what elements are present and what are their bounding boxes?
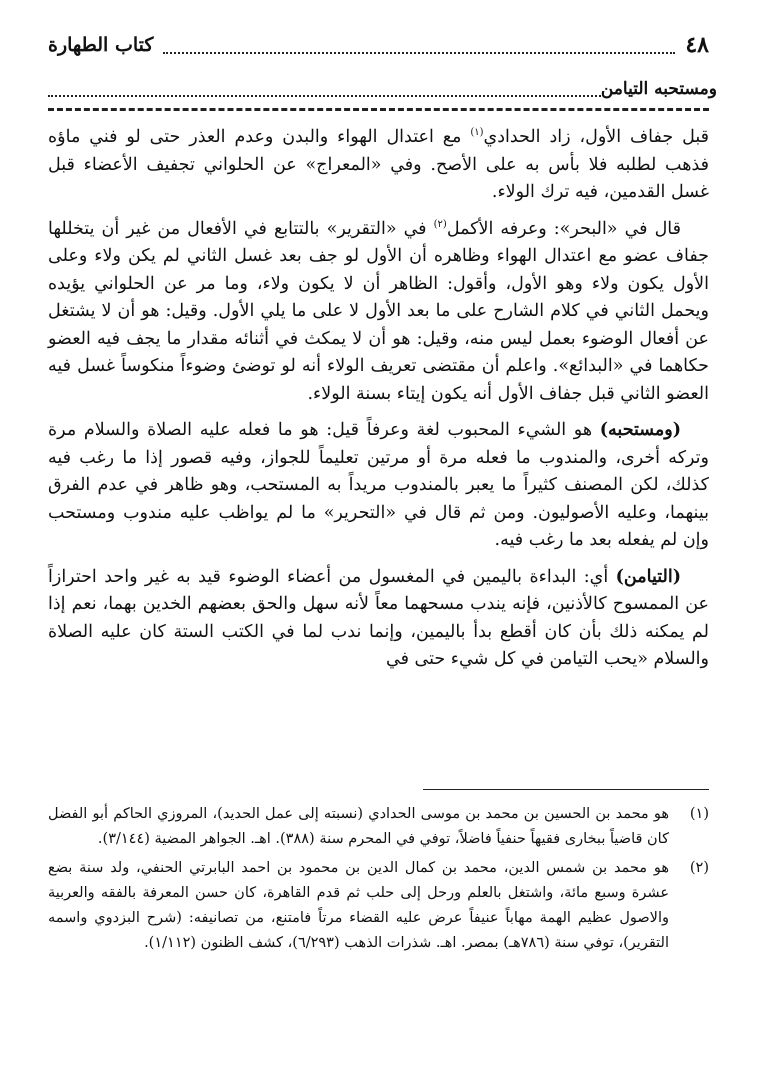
paragraph-1 (48, 124, 709, 207)
footnote-separator (423, 789, 709, 790)
paragraph-3 (48, 417, 709, 555)
main-text (48, 124, 709, 683)
footnote-text: هو محمد بن الحسين بن محمد بن موسى الحدادي (نسبته إلى عمل الحديد)، المروزي الحاكم أبو الفضل كان قاضياً ببخارى فقيهاً حنفياً فاضلاً، توفي في المحرم سنة (٣٨٨). اهـ. الجواهر المضية (٣/١٤٤). (48, 806, 669, 847)
paragraph-2-text-b: في «التقرير» بالتتابع في الأفعال من غير أن يتخللها جفاف عضو مع اعتدال الهواء وظاهره أن الأول لو جف بعد غسل الثاني لم يكن ولاء وعلى الأول يكون ولاء وهو الأول، وأقول: الظاهر أن لا يكون ولاء، وما مر عن الحلواني يؤيده ويحمل الثاني في كلام الشارح على ما بعد الأول لا على ما يلي الأول. وقيل: هو أن لا يشتغل عن أفعال الوضوء بعمل ليس منه، وقيل: هو أن لا يمكث في أثنائه مقدار ما يجف فيه العضو حكاهما في «البدائع». واعلم أن مقتضى تعريف الولاء أنه لو توضئ وضوءاً منكوساً غسل فيه العضو الثاني قبل جفاف الأول أنه يكون إيتاء بسنة الولاء. (48, 218, 709, 404)
paragraph-4 (48, 564, 709, 674)
footnote-ref-1: (١) (470, 127, 484, 139)
footnote-2 (48, 856, 709, 956)
paragraph-1-text-a: قبل جفاف الأول، زاد الحدادي (483, 127, 709, 147)
page-header (48, 30, 709, 60)
footnote-ref-2: (٢) (433, 218, 447, 230)
header-dotted-rule (163, 36, 675, 54)
paragraph-2-text-a: قال في «البحر»: وعرفه الأكمل (446, 218, 681, 239)
paragraph-3-term: (ومستحبه) (599, 420, 681, 440)
paragraph-2 (48, 216, 709, 409)
footnote-number: (٢) (689, 860, 709, 876)
footnote-text: هو محمد بن شمس الدين، محمد بن كمال الدين بن محمود بن احمد البابرتي الحنفي، ولد سنة بضع عشرة وسبع مائة، واشتغل بالعلم ورحل إلى حلب ثم قدم القاهرة، كان حسن المعرفة بالفقه والعربية والاصول عظيم الهمة مهاباً عنيفاً عرض عليه القضاء مرتاً فامتنع، من تصانيفه: (شرح البزدوي واسمه التقرير)، توفي سنة (٧٨٦هـ) بمصر. اهـ. شذرات الذهب (٦/٢٩٣)، كشف الظنون (١/١١٢). (48, 860, 669, 951)
paragraph-4-text: أي: البداءة باليمين في المغسول من أعضاء الوضوء قيد به غير واحد احترازاً عن الممسوح كالأذنين، فإنه يندب مسحهما معاً لأنه سهل والحق بعضهم الخدين بهما، نعم إذا لم يمكنه ذلك بأن كان أقطع بدأ باليمين، وإنما ندب لما في الكتب الستة كان عليه الصلاة والسلام «يحب التيامن في كل شيء حتى في (48, 566, 709, 669)
page-number: ٤٨ (685, 32, 709, 58)
footnote-number: (١) (689, 806, 709, 822)
paragraph-4-term: (التيامن) (615, 566, 681, 587)
section-title: ومستحبه التيامن (600, 79, 717, 99)
paragraph-3-text: هو الشيء المحبوب لغة وعرفاً قيل: هو ما فعله عليه الصلاة والسلام مرة وتركه أخرى، والمندوب ما فعله مرة أو مرتين تعليماً للجواز، وفيه قصور إذا ما رغب فيه كذلك، لكن المصنف كثيراً ما يعبر بالمندوب مريداً به المستحب، وهو ظاهر في عدم الفرق بينهما، وعليه الأصوليون. ومن ثم قال في «التحرير» ما لم يواظب عليه مندوب ومستحب وإن لم يفعله بعد ما رغب فيه. (48, 420, 709, 550)
book-title: كتاب الطهارة (48, 34, 154, 56)
footnotes (48, 802, 709, 960)
section-header (48, 74, 717, 104)
header-dashed-separator (48, 108, 709, 111)
section-dotted-rule (48, 81, 601, 97)
paragraph-1-text-b: مع اعتدال الهواء والبدن وعدم العذر حتى لو فني ماؤه فذهب لطلبه فلا بأس به على الأصح. وفي «المعراج» عن الحلواني تجفيف الأعضاء قبل غسل القدمين، فيه ترك الولاء. (48, 127, 709, 202)
footnote-1 (48, 802, 709, 852)
